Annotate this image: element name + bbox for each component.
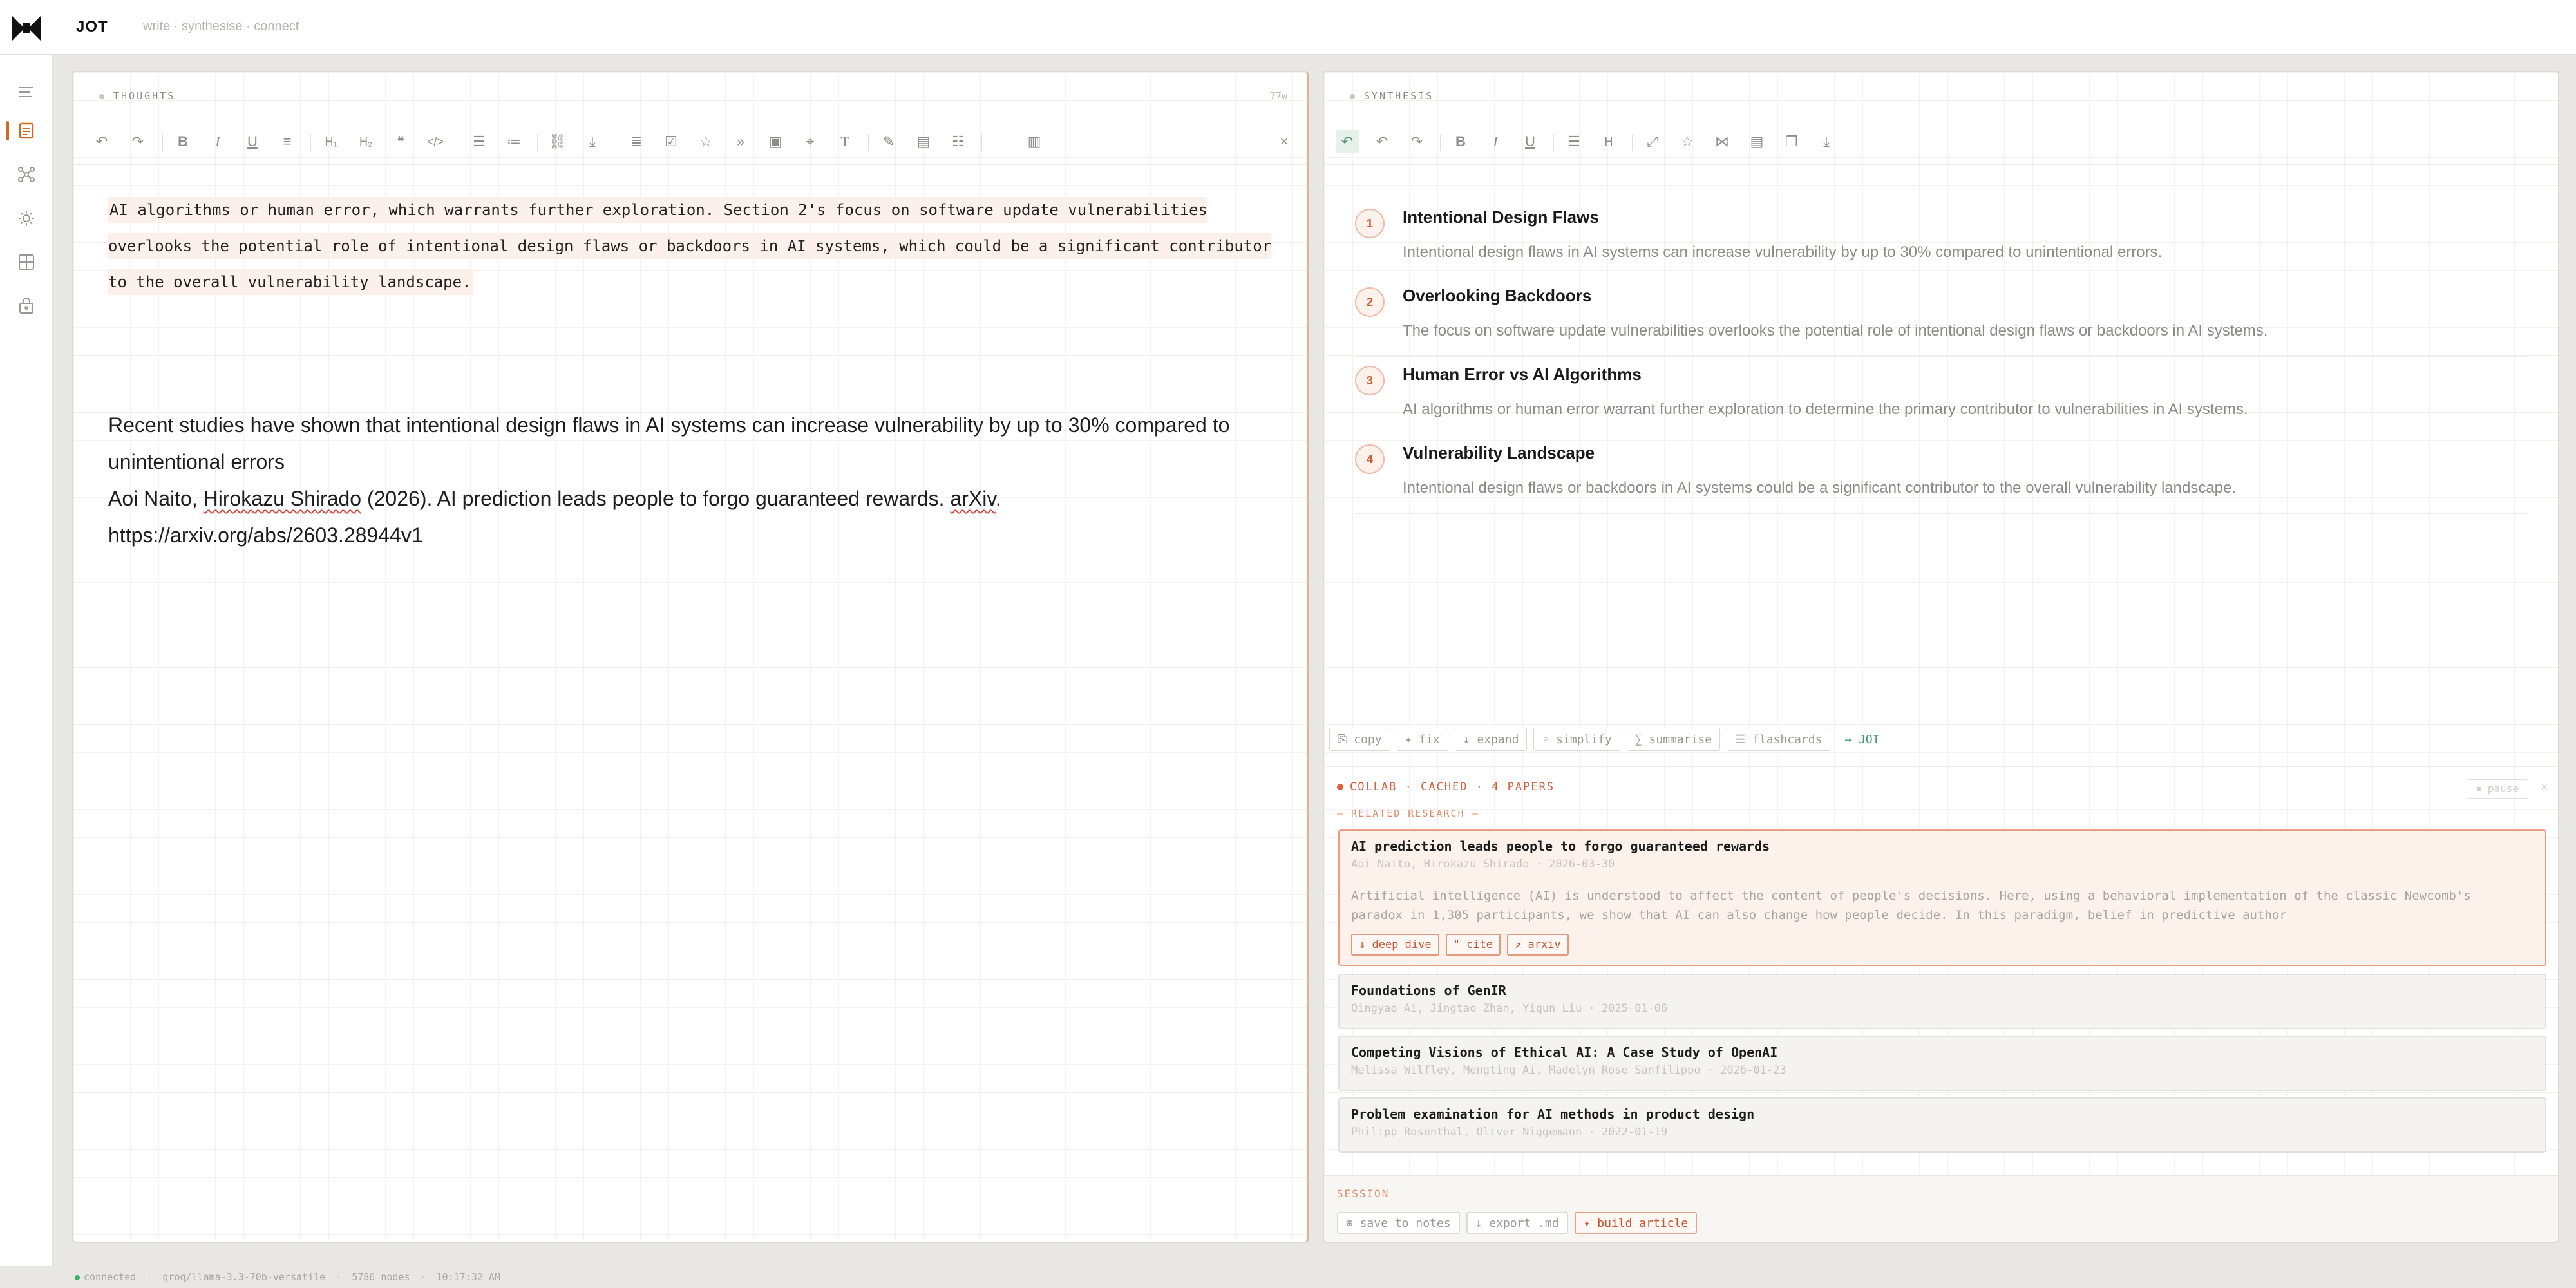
- clock: 10:17:32 AM: [436, 1271, 500, 1283]
- item-description: The focus on software update vulnerabilities overlooks the potential role of intentional design flaws or backdoors in AI systems.: [1403, 322, 2268, 339]
- bullet-list-icon[interactable]: ☰: [473, 133, 486, 149]
- book-icon[interactable]: ❐: [1785, 133, 1798, 149]
- app-title: JOT: [76, 18, 108, 35]
- connected-dot-icon: [75, 1275, 80, 1280]
- deep-dive-button[interactable]: ↓ deep dive: [1351, 934, 1439, 956]
- share-icon[interactable]: ⋈: [1715, 133, 1729, 149]
- paper-card[interactable]: [1338, 1097, 2546, 1153]
- bullet-list-icon[interactable]: ☰: [1567, 133, 1580, 149]
- undo-icon[interactable]: ↶: [1376, 133, 1388, 149]
- undo-icon[interactable]: ↶: [95, 133, 108, 149]
- item-title: Intentional Design Flaws: [1403, 207, 1599, 227]
- download-icon[interactable]: ⤓: [1823, 133, 1830, 149]
- arxiv-link[interactable]: ↗ arxiv: [1507, 934, 1569, 956]
- page-icon[interactable]: ▥: [1027, 133, 1041, 149]
- session-label: SESSION: [1337, 1188, 1390, 1200]
- paper-abstract: Artificial intelligence (AI) is understood to affect the content of people's decisions. Here, using a behavioral implementation of the classic Newcomb's paradox in 1,305 participants, we show that AI can also change how people decide. In this paradigm, belief in predictive author: [1351, 889, 2471, 922]
- highlighted-text-block[interactable]: [108, 192, 1293, 300]
- paper-meta: Melissa Wilfley, Mengting Ai, Madelyn Rose Sanfilippo · 2026-01-23: [1351, 1064, 1786, 1077]
- star-icon[interactable]: ☆: [699, 133, 712, 149]
- heading1-icon[interactable]: H₁: [325, 135, 337, 148]
- item-description: AI algorithms or human error warrant further exploration to determine the primary contributor to vulnerabilities in AI systems.: [1403, 401, 2248, 418]
- italic-icon[interactable]: I: [215, 133, 220, 149]
- synthesis-item[interactable]: [1355, 207, 2527, 278]
- list-icon[interactable]: ☷: [952, 133, 965, 149]
- fix-button[interactable]: ✦ fix: [1397, 728, 1448, 751]
- item-number: 3: [1355, 366, 1385, 395]
- cite-button[interactable]: " cite: [1446, 934, 1501, 956]
- paper-card[interactable]: [1338, 829, 2546, 966]
- heading-icon[interactable]: H: [1604, 135, 1613, 148]
- document-icon[interactable]: ▤: [1750, 133, 1764, 149]
- item-title: Vulnerability Landscape: [1403, 443, 1595, 462]
- synthesis-item[interactable]: [1355, 286, 2527, 357]
- pen-icon[interactable]: ✎: [882, 133, 895, 149]
- item-title: Overlooking Backdoors: [1403, 286, 1592, 305]
- grid-icon[interactable]: [15, 251, 37, 273]
- save-icon[interactable]: ▤: [916, 133, 931, 149]
- heading2-icon[interactable]: H₂: [359, 135, 372, 148]
- model-name: groq/llama-3.3-70b-versatile: [162, 1271, 326, 1283]
- redo-icon[interactable]: ↷: [1410, 133, 1423, 149]
- align-icon[interactable]: ≣: [630, 133, 643, 149]
- graph-network-icon[interactable]: [15, 164, 37, 185]
- paper-card[interactable]: [1338, 974, 2546, 1029]
- numbered-list-icon[interactable]: ≔: [507, 133, 521, 149]
- word-count: 77w: [1269, 90, 1287, 102]
- close-icon[interactable]: ×: [1280, 133, 1289, 149]
- synthesis-item[interactable]: [1355, 443, 2527, 514]
- close-collab-icon[interactable]: ×: [2541, 781, 2548, 793]
- synthesis-dot-icon: [1350, 94, 1355, 99]
- undo-active-icon[interactable]: ↶: [1336, 130, 1359, 153]
- paper-title: AI prediction leads people to forgo guaranteed rewards: [1351, 838, 1770, 854]
- item-title: Human Error vs AI Algorithms: [1403, 365, 1642, 384]
- citation-url[interactable]: https://arxiv.org/abs/2603.28944v1: [108, 524, 423, 547]
- italic-icon[interactable]: I: [1493, 133, 1498, 149]
- underline-icon[interactable]: U: [247, 133, 258, 149]
- lock-bag-icon[interactable]: [15, 295, 37, 317]
- item-description: Intentional design flaws in AI systems can increase vulnerability by up to 30% compared to unintentional errors.: [1403, 243, 2163, 261]
- paper-title: Foundations of GenIR: [1351, 983, 1506, 998]
- paper-title: Competing Visions of Ethical AI: A Case Study of OpenAI: [1351, 1045, 1778, 1060]
- thoughts-header: [73, 72, 1307, 118]
- item-number: 4: [1355, 444, 1385, 474]
- quote-icon[interactable]: ❝: [397, 133, 404, 149]
- synthesis-header: [1324, 72, 2558, 118]
- build-article-button[interactable]: ✦ build article: [1575, 1212, 1698, 1234]
- bold-icon[interactable]: B: [1455, 133, 1466, 149]
- thoughts-toolbar: [73, 118, 1307, 165]
- embed-icon[interactable]: ▣: [768, 133, 782, 149]
- copy-button[interactable]: ⎘ copy: [1329, 728, 1390, 751]
- editor-prose[interactable]: [108, 407, 1293, 554]
- left-rail: [0, 55, 53, 1266]
- related-research-label: — RELATED RESEARCH —: [1337, 808, 1479, 819]
- status-bar: connected · groq/llama-3.3-70b-versatile · 5786 nodes · 10:17:32 AM: [53, 1266, 2576, 1288]
- menu-lines-icon[interactable]: [15, 81, 37, 103]
- strikethrough-icon[interactable]: ≡: [283, 133, 292, 149]
- item-description: Intentional design flaws or backdoors in AI systems could be a significant contributor to the overall vulnerability landscape.: [1403, 479, 2237, 497]
- expand-icon[interactable]: ⤢: [1647, 133, 1658, 149]
- bold-icon[interactable]: B: [178, 133, 188, 149]
- link-icon[interactable]: ⛓: [549, 133, 567, 149]
- download-icon[interactable]: ⤓: [589, 133, 596, 149]
- connection-status: connected: [75, 1271, 136, 1283]
- star-icon[interactable]: ☆: [1681, 133, 1694, 149]
- item-number: 1: [1355, 209, 1385, 238]
- text-icon[interactable]: T: [840, 133, 849, 149]
- paper-meta: Qingyao Ai, Jingtao Zhan, Yiqun Liu · 2025-01-06: [1351, 1002, 1668, 1015]
- node-count: 5786 nodes: [352, 1271, 410, 1283]
- status-dot-icon: [1337, 784, 1343, 790]
- thoughts-dot-icon: [99, 94, 104, 99]
- paper-meta: Aoi Naito, Hirokazu Shirado · 2026-03-30: [1351, 858, 1615, 871]
- citation: Aoi Naito, Hirokazu Shirado (2026). AI prediction leads people to forgo guaranteed rewards. arXiv.: [108, 487, 1001, 510]
- synthesis-item[interactable]: [1355, 365, 2527, 435]
- paper-actions: [1351, 934, 1569, 956]
- paper-card[interactable]: [1338, 1036, 2546, 1091]
- tag-icon[interactable]: ⌖: [806, 133, 815, 149]
- underline-icon[interactable]: U: [1525, 133, 1535, 149]
- paragraph: Recent studies have shown that intentional design flaws in AI systems can increase vulnerability by up to 30% compared to unintentional errors: [108, 413, 1230, 473]
- highlighted-text: AI algorithms or human error, which warrants further exploration. Section 2's focus on software update vulnerabilities overlooks the potential role of intentional design flaws or backdoors in AI systems, which could be a significant contributor to the overall vulnerability landscape.: [108, 197, 1271, 295]
- send-to-jot-button[interactable]: → JOT: [1837, 728, 1887, 751]
- synthesis-panel: [1323, 71, 2559, 1243]
- paper-title: Problem examination for AI methods in product design: [1351, 1106, 1755, 1122]
- synthesis-actions: [1329, 728, 1888, 752]
- top-bar: [0, 0, 2576, 55]
- divider: [1324, 766, 2558, 767]
- session-actions: [1337, 1212, 1697, 1234]
- redo-icon[interactable]: ↷: [131, 133, 144, 149]
- pause-button[interactable]: ⏸ pause: [2467, 779, 2528, 799]
- synthesis-toolbar: [1324, 118, 2558, 165]
- synthesis-label: SYNTHESIS: [1364, 90, 1434, 102]
- paper-meta: Philipp Rosenthal, Oliver Niggemann · 2022-01-19: [1351, 1126, 1668, 1139]
- thoughts-panel: [72, 71, 1309, 1243]
- collab-status: COLLAB · CACHED · 4 PAPERS: [1337, 781, 1555, 793]
- item-number: 2: [1355, 287, 1385, 317]
- simplify-button[interactable]: ◦ simplify: [1533, 728, 1620, 751]
- bowtie-logo-icon[interactable]: [10, 14, 43, 43]
- save-to-notes-button[interactable]: ⊕ save to notes: [1337, 1212, 1460, 1234]
- thoughts-label: THOUGHTS: [113, 90, 176, 102]
- chevrons-icon[interactable]: »: [736, 133, 745, 149]
- sun-icon[interactable]: [15, 207, 37, 229]
- expand-button[interactable]: ↓ expand: [1455, 728, 1528, 751]
- code-icon[interactable]: </>: [426, 135, 444, 148]
- export-md-button[interactable]: ↓ export .md: [1466, 1212, 1568, 1234]
- checkbox-icon[interactable]: ☑: [665, 133, 677, 149]
- document-icon[interactable]: [15, 120, 37, 142]
- summarise-button[interactable]: ∑ summarise: [1627, 728, 1720, 751]
- app-tagline: write · synthesise · connect: [143, 19, 299, 33]
- session-footer: [1324, 1175, 2558, 1243]
- flashcards-button[interactable]: ☰ flashcards: [1727, 728, 1830, 751]
